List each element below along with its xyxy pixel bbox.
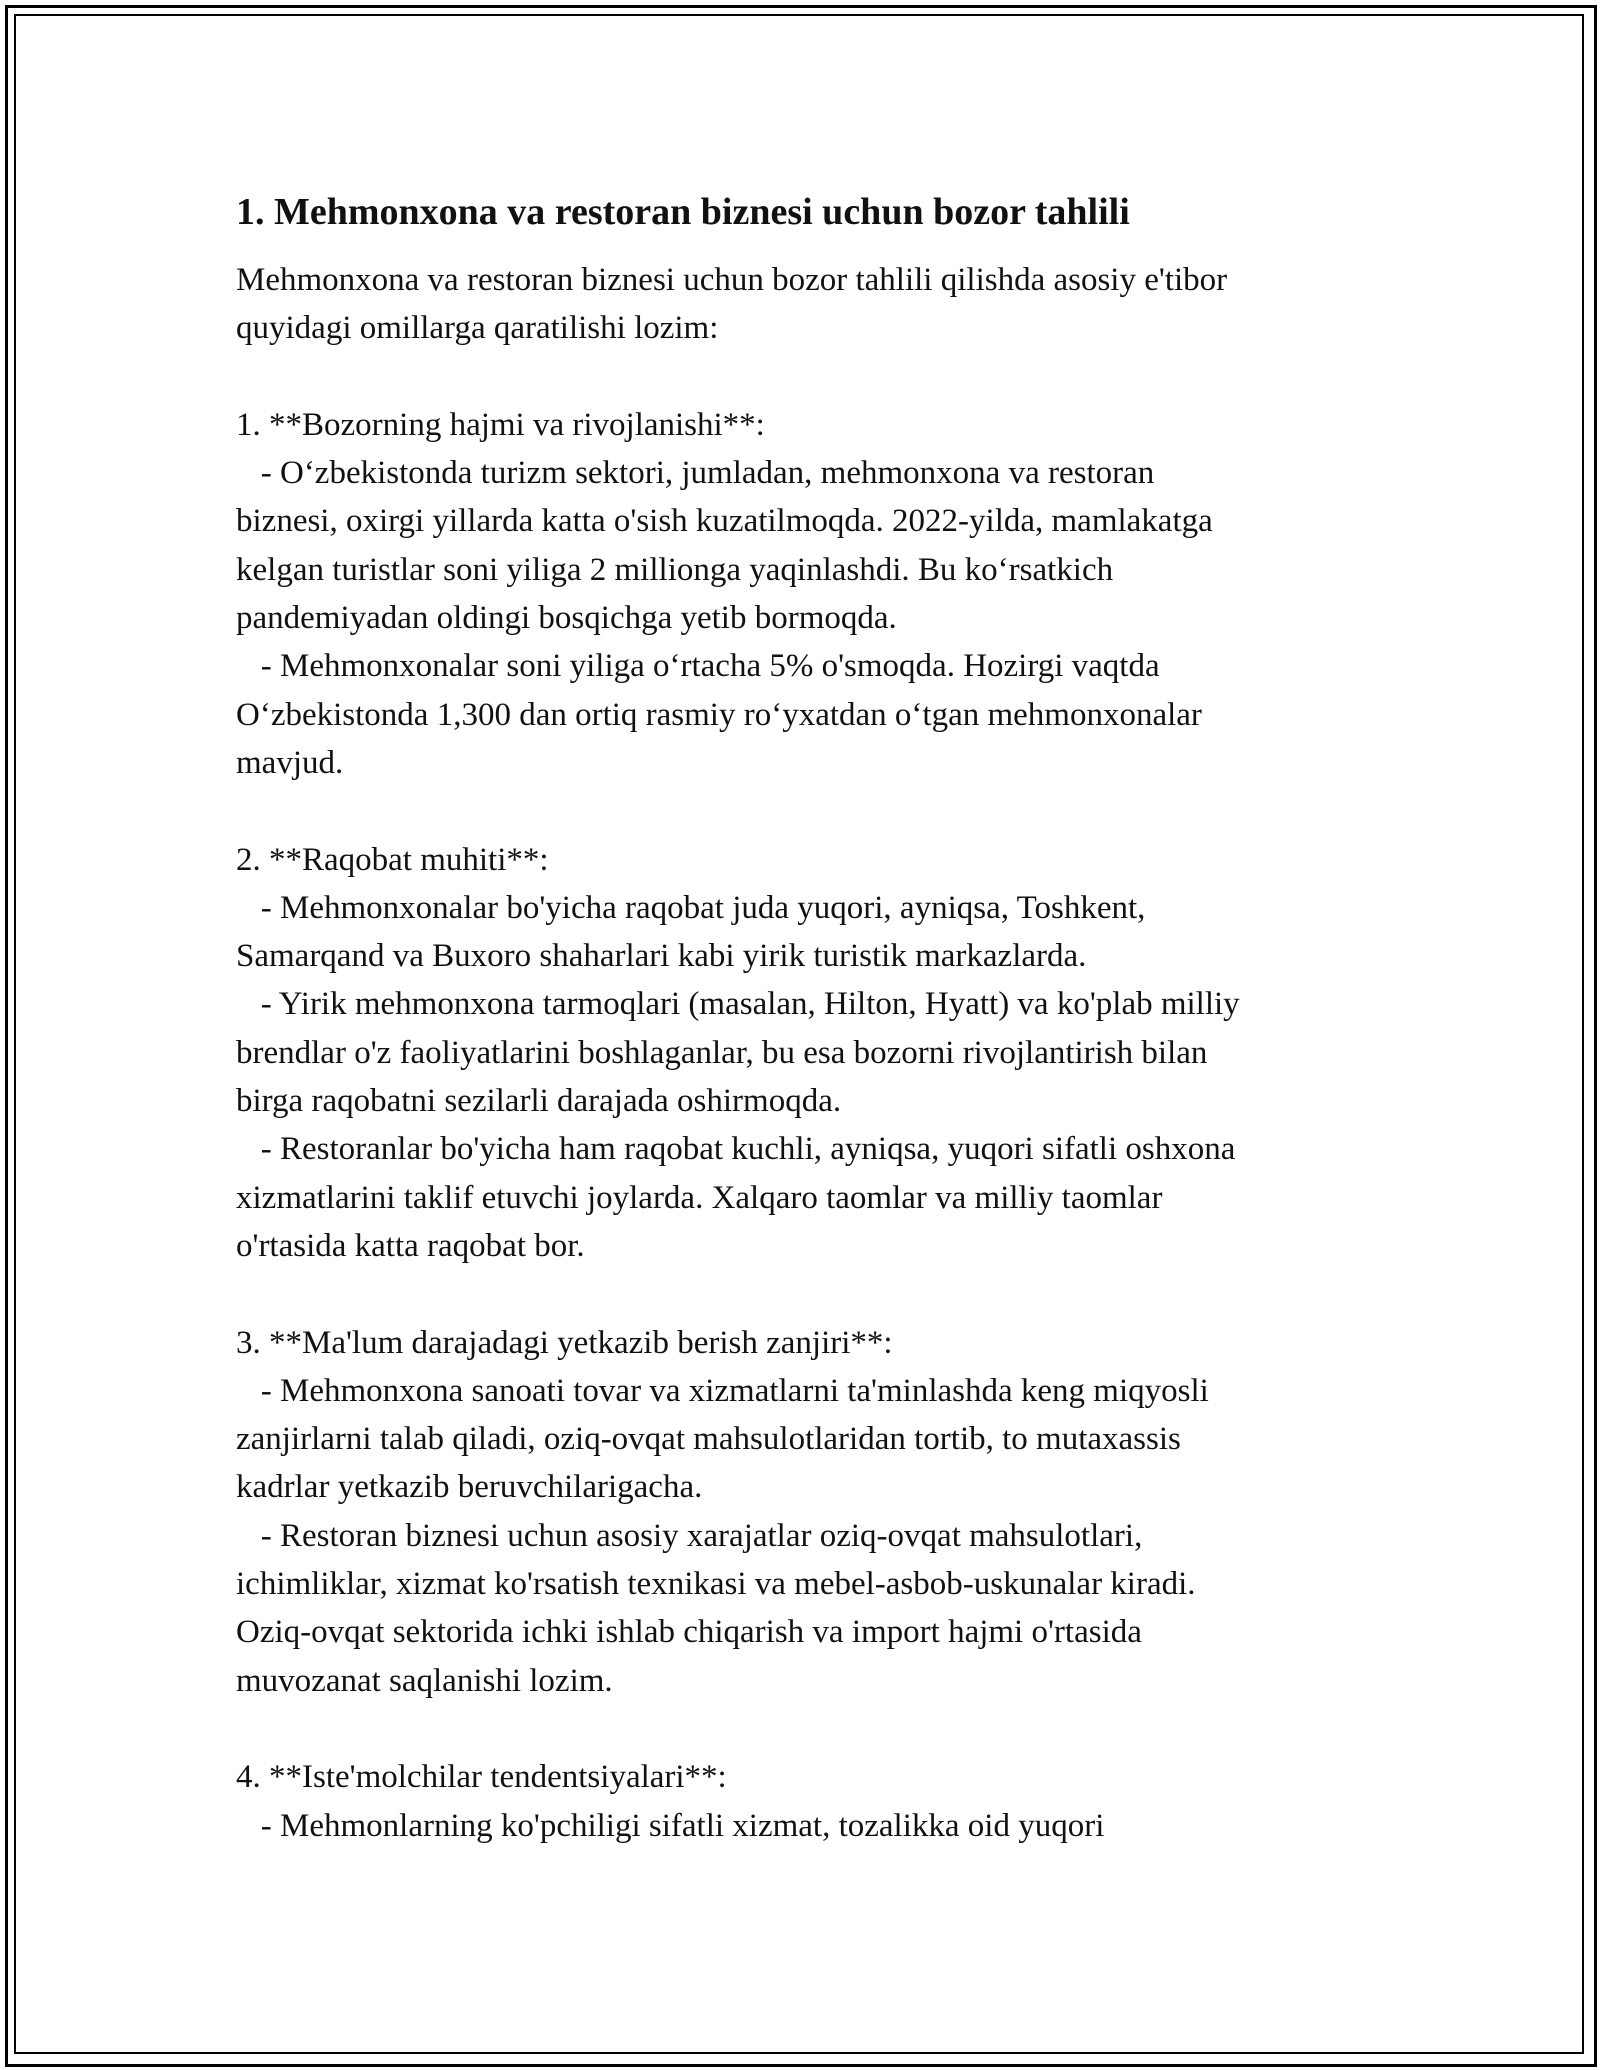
document-body: Mehmonxona va restoran biznesi uchun bozor tahlili qilishda asosiy e'tibor quyidagi omillarga qaratilishi lozim: 1. **Bozorning hajmi va rivojlanishi**: - O‘zbekistonda turizm sektori, jumladan, mehmonxona va restoran biznesi, oxirgi yillarda katta o'sish kuzatilmoqda. 2022-yilda, mamlakatga kelgan turistlar soni yiliga 2 millionga yaqinlashdi. Bu ko‘rsatkich pandemiyadan oldingi bosqichga yetib bormoqda. - Mehmonxonalar soni yiliga o‘rtacha 5% o'smoqda. Hozirgi vaqtda O‘zbekistonda 1,300 dan ortiq rasmiy ro‘yxatdan o‘tgan mehmonxonalar mavjud. 2. **Raqobat muhiti**: - Mehmonxonalar bo'yicha raqobat juda yuqori, ayniqsa, Toshkent, Samarqand va Buxoro shaharlari kabi yirik turistik markazlarda. - Yirik mehmonxona tarmoqlari (masalan, Hilton, Hyatt) va ko'plab milliy brendlar o'z faoliyatlarini boshlaganlar, bu esa bozorni rivojlantirish bilan birga raqobatni sezilarli darajada oshirmoqda. - Restoranlar bo'yicha ham raqobat kuchli, ayniqsa, yuqori sifatli oshxona xizmatlarini taklif etuvchi joylarda. Xalqaro taomlar va milliy taomlar o'rtasida katta raqobat bor. 3. **Ma'lum darajadagi yetkazib berish zanjiri**: - Mehmonxona sanoati tovar va xizmatlarni ta'minlashda keng miqyosli zanjirlarni talab qiladi, oziq-ovqat mahsulotlaridan tortib, to mutaxassis kadrlar yetkazib beruvchilarigacha. - Restoran biznesi uchun asosiy xarajatlar oziq-ovqat mahsulotlari, ichimliklar, xizmat ko'rsatish texnikasi va mebel-asbob-uskunalar kiradi. Oziq-ovqat sektorida ichki ishlab chiqarish va import hajmi o'rtasida muvozanat saqlanishi lozim. 4. **Iste'molchilar tendentsiyalari**: - Mehmonlarning ko'pchiligi sifatli xizmat, tozalikka oid yuqori (236, 262, 1240, 1844)
document-title: 1. Mehmonxona va restoran biznesi uchun bozor tahlili (236, 191, 1130, 233)
document-content (236, 186, 1386, 1850)
